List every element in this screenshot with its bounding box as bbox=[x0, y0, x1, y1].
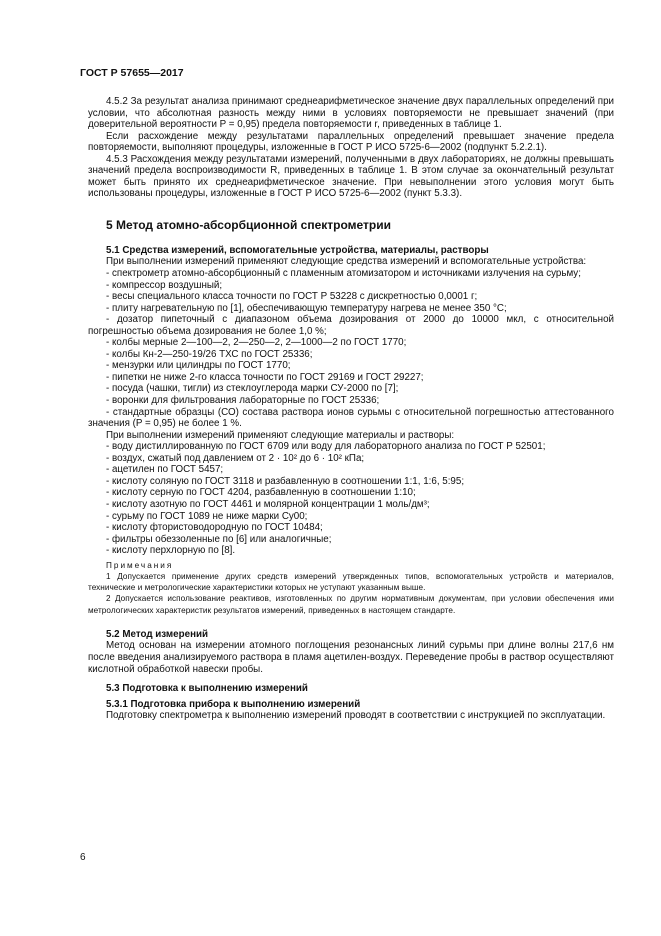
standard-header: ГОСТ Р 57655—2017 bbox=[80, 67, 184, 79]
list-item: - сурьму по ГОСТ 1089 не ниже марки Су00; bbox=[106, 510, 308, 522]
notes-heading: Примечания bbox=[106, 560, 174, 570]
list-item: - кислоту фтористоводородную по ГОСТ 10484; bbox=[106, 522, 323, 534]
list-item: - плиту нагревательную по [1], обеспечивающую температуру нагрева не менее 350 °С; bbox=[106, 302, 507, 314]
list-item: - дозатор пипеточный с диапазоном объема дозирования от 2000 до 10000 мкл, с относительной погрешностью объема дозирования не более 1,0 %; bbox=[88, 314, 614, 337]
list-item: - посуда (чашки, тигли) из стеклоуглерода марки СУ-2000 по [7]; bbox=[106, 383, 399, 395]
list-item: - мензурки или цилиндры по ГОСТ 1770; bbox=[106, 360, 291, 372]
list-item: - ацетилен по ГОСТ 5457; bbox=[106, 464, 224, 476]
list-item: - компрессор воздушный; bbox=[106, 279, 223, 291]
subsection-5-3-heading: 5.3 Подготовка к выполнению измерений bbox=[106, 683, 308, 695]
materials-intro: При выполнении измерений применяют следующие материалы и растворы: bbox=[106, 429, 455, 441]
note-2: 2 Допускается использование реактивов, изготовленных по другим нормативным документам, при условии обеспечения ими метрологических характеристик результатов измерений, приведенных в настоящем стандарте. bbox=[88, 594, 614, 615]
paragraph-4-5-3: 4.5.3 Расхождения между результатами измерений, полученными в двух лабораториях, не должны превышать значений предела воспроизводимости R, приведенных в таблице 1. В этом случае за окончательный результат может быть принято их среднеарифметическое значение. При невыполнении этого условия могут быть использованы процедуры, изложенные в ГОСТ Р ИСО 5725-6—2002 (пункт 5.3.3). bbox=[88, 153, 614, 200]
list-item: - кислоту серную по ГОСТ 4204, разбавленную в соотношении 1:10; bbox=[106, 487, 416, 499]
list-item: - кислоту соляную по ГОСТ 3118 и разбавленную в соотношении 1:1, 1:6, 5:95; bbox=[106, 475, 465, 487]
instruments-intro: При выполнении измерений применяют следующие средства измерений и вспомогательные устройства: bbox=[106, 256, 587, 268]
list-item: - колбы Кн-2—250-19/26 ТХС по ГОСТ 25336; bbox=[106, 348, 313, 360]
note-1: 1 Допускается применение других средств измерений утвержденных типов, вспомогательных устройств и материалов, технические и метрологические характеристики которых не уступают указанным выше. bbox=[88, 571, 614, 592]
list-item: - колбы мерные 2—100—2, 2—250—2, 2—1000—2 по ГОСТ 1770; bbox=[106, 337, 407, 349]
paragraph-4-5-2-cont: Если расхождение между результатами параллельных определений превышает значение предела повторяемости, выполняют процедуры, изложенные в ГОСТ Р ИСО 5725-6—2002 (подпункт 5.2.2.1). bbox=[88, 130, 614, 154]
list-item: - воду дистиллированную по ГОСТ 6709 или воду для лабораторного анализа по ГОСТ Р 52501; bbox=[106, 441, 546, 453]
list-item: - кислоту азотную по ГОСТ 4461 и молярной концентрации 1 моль/дм³; bbox=[106, 498, 430, 510]
list-item: - спектрометр атомно-абсорбционный с пламенным атомизатором и источниками излучения на сурьму; bbox=[106, 268, 581, 280]
subsection-5-1-heading: 5.1 Средства измерений, вспомогательные устройства, материалы, растворы bbox=[106, 244, 489, 256]
list-item: - воздух, сжатый под давлением от 2 · 10² до 6 · 10² кПа; bbox=[106, 452, 365, 464]
section-5-heading: 5 Метод атомно-абсорбционной спектрометрии bbox=[106, 217, 392, 232]
list-item: - кислоту перхлорную по [8]. bbox=[106, 545, 236, 557]
list-item: - стандартные образцы (СО) состава раствора ионов сурьмы с относительной погрешностью аттестованного значения (P = 0,95) не более 1 %. bbox=[88, 406, 614, 430]
instrument-preparation-text: Подготовку спектрометра к выполнению измерений проводят в соответствии с инструкцией по эксплуатации. bbox=[106, 710, 606, 722]
subsection-5-2-heading: 5.2 Метод измерений bbox=[106, 628, 209, 640]
page-number: 6 bbox=[80, 852, 86, 863]
subsection-5-3-1-heading: 5.3.1 Подготовка прибора к выполнению измерений bbox=[106, 698, 361, 710]
list-item: - воронки для фильтрования лабораторные по ГОСТ 25336; bbox=[106, 395, 380, 407]
page-content bbox=[88, 96, 614, 722]
method-description: Метод основан на измерении атомного поглощения резонансных линий сурьмы при длине волны 217,6 нм после введения анализируемого раствора в пламя ацетилен-воздух. Переведение пробы в раствор осуществляют кислотной обработкой навески пробы. bbox=[88, 640, 614, 675]
paragraph-4-5-2: 4.5.2 За результат анализа принимают среднеарифметическое значение двух параллельных определений при условии, что абсолютная разность между ними в условиях повторяемости не превышает значений (при доверительной вероятности P = 0,95) предела повторяемости r, приведенных в таблице 1. bbox=[88, 96, 614, 131]
list-item: - пипетки не ниже 2-го класса точности по ГОСТ 29169 и ГОСТ 29227; bbox=[106, 371, 424, 383]
list-item: - весы специального класса точности по ГОСТ Р 53228 с дискретностью 0,0001 г; bbox=[106, 291, 478, 303]
list-item: - фильтры обеззоленные по [6] или аналогичные; bbox=[106, 533, 332, 545]
